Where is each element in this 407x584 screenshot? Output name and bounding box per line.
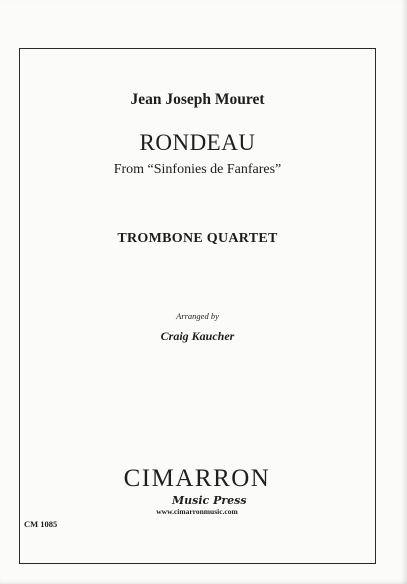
publisher-name: CIMARRON <box>123 465 271 492</box>
publisher-logo <box>122 465 272 545</box>
cover-border-frame <box>19 48 376 564</box>
piece-title: RONDEAU <box>139 130 256 155</box>
publisher-tagline: Music Press <box>172 494 247 507</box>
composer-name: Jean Joseph Mouret <box>130 91 265 108</box>
arranger-name: Craig Kaucher <box>160 329 235 343</box>
publisher-url: www.cimarronmusic.com <box>156 507 238 516</box>
instrumentation: TROMBONE QUARTET <box>117 231 278 246</box>
piece-subtitle: From “Sinfonies de Fanfares” <box>113 162 282 177</box>
catalog-number: CM 1085 <box>24 519 58 529</box>
arranged-by-label: Arranged by <box>176 311 219 321</box>
